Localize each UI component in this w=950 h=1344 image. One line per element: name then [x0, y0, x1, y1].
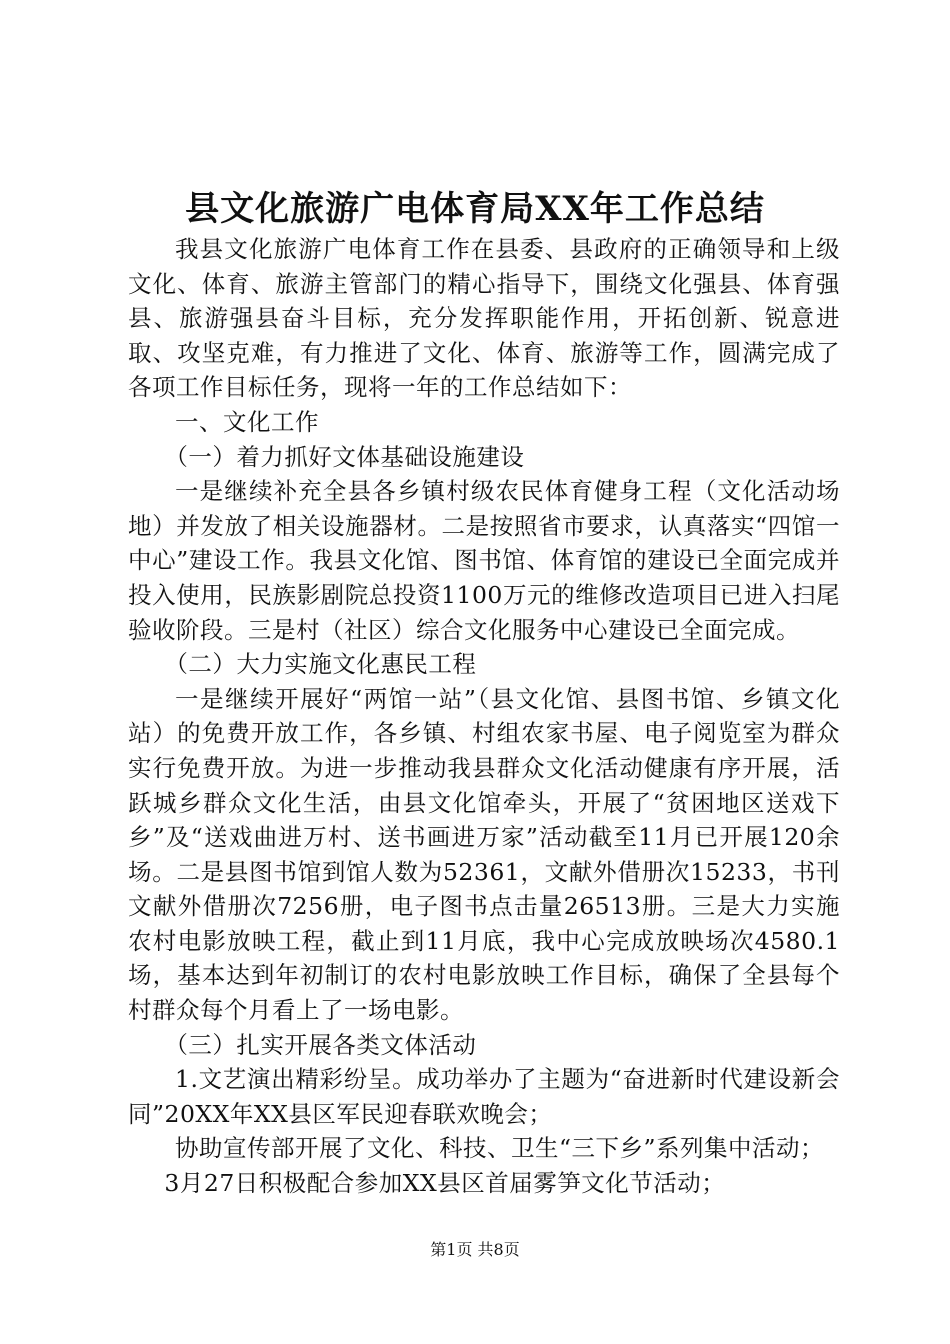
subsection-heading-cultural-benefit: （二）大力实施文化惠民工程	[164, 650, 477, 679]
subsection-heading-activities: （三）扎实开展各类文体活动	[164, 1030, 477, 1059]
page-number-footer: 第1页 共8页	[430, 1240, 520, 1259]
intro-paragraph: 我县文化旅游广电体育工作在县委、县政府的正确领导和上级文化、体育、旅游主管部门的精心指导下，围绕文化强县、体育强县、旅游强县奋斗目标，充分发挥职能作用，开拓创新、锐意进取、攻坚克难，有力推进了文化、体育、旅游等工作，圆满完成了各项工作目标任务，现将一年的工作总结如下：	[128, 235, 840, 402]
subsection-heading-infrastructure: （一）着力抓好文体基础设施建设	[164, 442, 525, 471]
activities-item-performance: 1.文艺演出精彩纷呈。成功举办了主题为“奋进新时代建设新会同”20XX年XX县区军民迎春联欢晚会；	[128, 1065, 840, 1128]
document-title: 县文化旅游广电体育局XX年工作总结	[185, 189, 765, 229]
activities-item-three-rural: 协助宣传部开展了文化、科技、卫生“三下乡”系列集中活动；	[175, 1134, 825, 1163]
cultural-benefit-paragraph: 一是继续开展好“两馆一站”（县文化馆、县图书馆、乡镇文化站）的免费开放工作，各乡镇、村组农家书屋、电子阅览室为群众实行免费开放。为进一步推动我县群众文化活动健康有序开展，活跃城乡群众文化生活，由县文化馆牵头，开展了“贫困地区送戏下乡”及“送戏曲进万村、送书画进万家”活动截至11月已开展120余场。二是县图书馆到馆人数为52361，文献外借册次15233，书刊文献外借册次7256册，电子图书点击量26513册。三是大力实施农村电影放映工程，截止到11月底，我中心完成放映场次4580.1场，基本达到年初制订的农村电影放映工作目标，确保了全县每个村群众每个月看上了一场电影。	[128, 684, 840, 1025]
document-body	[128, 232, 840, 1201]
section-heading-culture: 一、文化工作	[175, 407, 319, 436]
activities-item-festival: 3月27日积极配合参加XX县区首届雾笋文化节活动；	[164, 1169, 726, 1198]
infrastructure-paragraph: 一是继续补充全县各乡镇村级农民体育健身工程（文化活动场地）并发放了相关设施器材。二是按照省市要求，认真落实“四馆一中心”建设工作。我县文化馆、图书馆、体育馆的建设已全面完成并投入使用，民族影剧院总投资1100万元的维修改造项目已进入扫尾验收阶段。三是村（社区）综合文化服务中心建设已全面完成。	[128, 477, 840, 644]
